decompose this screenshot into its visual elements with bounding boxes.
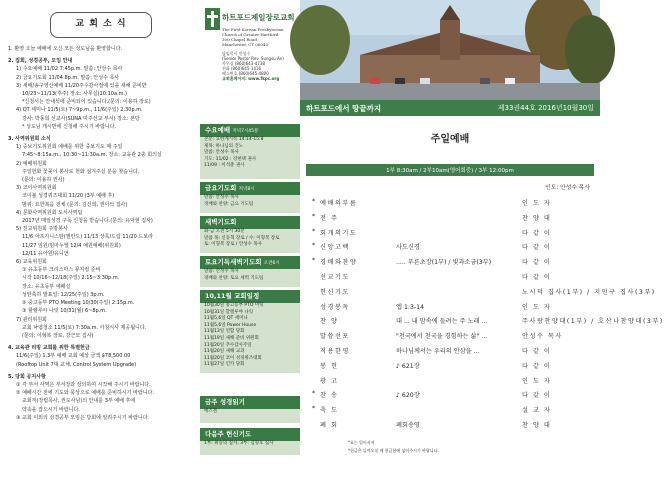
dawn-title: 새벽기도회 (205, 218, 237, 226)
news-line: 4. 교육관 리빙 교회를 위한 특별헌금 (8, 345, 90, 352)
news-line: 장소: 유초등부 예배실 (22, 283, 71, 290)
address-line2: Manchester, CT 06040 (222, 42, 269, 47)
news-line: 주일헌화 꽃꽂이 봉사로 헌화 섬겨주실 분을 찾습니다. (22, 168, 140, 175)
oct-line: 10월31일 할렐루야 나잇 (204, 309, 254, 315)
news-list (8, 46, 194, 422)
row-item: 찬 송 (320, 392, 339, 400)
dawn-line: 토: 이형복 장로 / 안성수 목사 (204, 242, 263, 248)
worship-row (300, 329, 600, 344)
oct-line: 11월13일 연합 당회 (204, 329, 245, 335)
row-item: 말씀선포 (320, 333, 350, 341)
news-line: (Rooftop Unit 7대 교체, Control System Upgrade) (16, 361, 137, 368)
schedule-header (200, 290, 300, 303)
oct-line: 10월30일 중고등부 PTO 미팅 (204, 303, 264, 308)
row-person: 안성수 목사 (522, 333, 563, 341)
row-item: 찬 양 (320, 318, 339, 326)
church-news-title: 교 회 소 식 (50, 12, 152, 38)
news-line: (문의: 이용하 권사) (22, 177, 65, 184)
verse-text: 에스겔 (204, 409, 218, 414)
row-item: 헌신기도 (320, 288, 350, 296)
news-line: 교회직(장립목사, 권도사님)의 안내를 3부 예배 후에 (22, 398, 136, 405)
worship-row (300, 211, 600, 226)
church-english-name (222, 27, 300, 47)
dawn-prayer-header (200, 216, 300, 229)
row-detail: 폐회송영 (396, 421, 420, 429)
church-en-line2: Church of Greater Hartford (222, 32, 279, 37)
dawn-prayer (200, 229, 300, 253)
news-line: 7:45~8:15a.m., 10:30~11:30a.m. 장소: 교육관 2층 회의실 (22, 152, 162, 159)
note-offering: *헌금은 들어오실 때 헌금함에 넣어주시기 바랍니다. (348, 448, 439, 453)
row-mark: * (312, 212, 316, 220)
news-line: 4) QT 세미나 11/5(토) 7~9p.m., 11/6(주일) 2:30p.m. (16, 107, 143, 114)
row-detail: ..... 푸른초장(1부) / 빛과소금(3부) (396, 259, 492, 267)
row-detail: ♪ 620장 (396, 392, 420, 400)
row-item: 선교기도 (320, 273, 350, 281)
row-detail: 대 ... 내 맘속에 들려는 주 노래 ... (396, 318, 488, 326)
row-mark: * (312, 405, 316, 413)
news-line: 3. 사역위원회 소식 (8, 136, 51, 143)
fri-title: 금요기도회 (205, 184, 237, 192)
news-line: * 성도님 개시반에 신청해 주시기 바랍니다. (22, 123, 117, 130)
worship-row (300, 226, 600, 241)
news-line: 2) 금요기도회 11/04 8p.m. 말씀: 안성수 목사 (16, 74, 120, 81)
issue-date: 제33권44호 2016년10월30일 (497, 104, 594, 112)
news-line: ② 중고등부 PTO Meeting 10/30(주일) 2:15p.m. (22, 300, 135, 307)
church-motto: 하트포드에서 땅끝까지 (306, 103, 382, 113)
church-contact (222, 51, 300, 81)
row-mark: * (312, 257, 316, 265)
row-detail: 사도신경 (396, 244, 420, 252)
website: 교회홈페이지: www.fkpc.org (222, 76, 280, 81)
row-mark: * (312, 198, 316, 205)
worship-row (300, 344, 600, 359)
row-item: 성경봉독 (320, 303, 350, 311)
wednesday-worship-header (200, 124, 300, 137)
row-detail: ♪ 621장 (396, 362, 420, 370)
row-item: 예배의부름 (320, 200, 358, 207)
row-mark: * (312, 390, 316, 398)
news-line: 약속을 잡으시기 바랍니다. (22, 406, 80, 413)
row-person: 다 같 이 (522, 362, 552, 370)
church-name: 하트포드제일장로교회 (222, 13, 295, 22)
wed-line: 제목: 하나님의 진노 (204, 143, 244, 149)
wed-line: 11/09 : 이석춘 권사 (204, 163, 245, 169)
prayer-header (200, 428, 300, 441)
prayer-text: 1부: 최승의 집사, 3부: 김형호 집사 (204, 441, 274, 446)
news-line: 11/6 아프가니스탄(필란드) 11/13 상록/드림 11/20 드보라 (22, 234, 153, 241)
news-line: 시작 10/16~12/18(주일) 2:15~3:30p.m. (22, 275, 120, 282)
wed-sub: 저녁7시45분 (232, 129, 259, 134)
news-line: 2) 예배위원회 (16, 160, 47, 167)
wed-line: 본문: 요한계시록 14:14-15:8 (204, 137, 264, 142)
wed-line: 기도: 11/02 : 강현택 권사 (204, 156, 257, 162)
sat-sub: 오전6시 (263, 261, 280, 266)
prayer (200, 441, 300, 455)
news-line: ① 유초등부 크리스마스 뮤지컬 준비 (22, 267, 101, 274)
news-line: 4) 문화사역위원회 도서사역팀 (16, 209, 83, 216)
row-person: 다 같 이 (522, 244, 552, 252)
saturday-prayer (200, 269, 300, 287)
row-mark: * (312, 227, 316, 235)
saturday-prayer-header (200, 256, 300, 269)
news-line: 12/11 유아원/유니언 (22, 250, 69, 257)
sat-title: 토요기독새벽기도회 (205, 258, 262, 266)
news-line: 6) 교육위원회 (16, 259, 47, 266)
oct-line: 11월27일 인카 당회 (204, 362, 245, 368)
row-item: 회개의기도 (320, 229, 358, 237)
wed-title: 수요예배 (205, 126, 231, 134)
fri-line: 경배와 찬양: 금요 기도팀 (204, 201, 254, 207)
row-detail: 엡 1:3-14 (396, 303, 425, 311)
news-line: 11/6(주일) 1,3부 예배 교회 예상 금액 $78,500.00 (16, 353, 131, 360)
row-person: 주사랑찬양대(1부) / 호산나찬양대(3부) (522, 318, 664, 326)
news-line: 2017년 매일성경 구독 신청을 받습니다.(문의: 유덕현 집사) (22, 218, 153, 225)
sat-line: 경배와 찬양: 토요 새벽 기도팀 (204, 275, 264, 281)
worship-row (300, 255, 600, 270)
church-banner (300, 100, 600, 116)
worship-order (300, 196, 664, 433)
news-line: (문의: 이형복 장로, 강근모 집사) (22, 332, 94, 339)
address-line1: 300 Chapel Road, (222, 37, 259, 42)
row-item: 적용한영 (320, 347, 350, 355)
sat-line: 말씀: 안성수 목사 (204, 269, 239, 274)
phone2: 전화 (860)645-1416 (222, 66, 262, 71)
worship-row (300, 285, 656, 300)
church-en-line1: The First Korean Presbyterian (222, 27, 284, 32)
pastor-en: (Senior Pastor Rev. Sungsu An) (222, 56, 284, 61)
news-line: 강사: 박동희 선교사(SUNA 미주선교 부서) 장소: 본당 (22, 115, 140, 122)
church-header (200, 0, 300, 120)
row-person: 찬 양 대 (522, 214, 552, 222)
row-person: 다 같 이 (522, 273, 552, 281)
news-line: *신청서는 안내석에 준비되어 있습니다.(문의: 이용하 장로) (22, 99, 151, 106)
dawn-line: 말씀 목: 신동혁 장로 / 수: 이형복 장로 (204, 235, 280, 241)
news-line: 1) 중보기도위원회 예배를 위한 중보기도 매 주일 (16, 144, 123, 151)
row-person: 다 같 이 (522, 229, 552, 237)
row-person: 다 같 이 (522, 347, 552, 355)
pastor-kr: 담임목사 안성수 (222, 51, 251, 56)
news-line: 5. 당회 공지사항 (8, 373, 46, 380)
oct-line: 11월20일 코이 성경퀴즈대회 (204, 355, 262, 361)
row-person: 노시덕 집사(1부) / 지민구 집사(3부) (522, 288, 656, 296)
news-line: 코이불 성경퀴즈대회 11/20 (3부 예배 후) (22, 193, 115, 200)
row-person: 인 도 자 (522, 377, 552, 385)
worship-row (300, 300, 600, 315)
row-item: 봉 헌 (320, 362, 339, 370)
fri-sub: 저녁8시 (238, 187, 255, 192)
news-line: 3) 새해/송구영신예배 11/20주수감사절에 있을 새해 준비반 (16, 82, 147, 89)
bible-reading-header (200, 396, 300, 409)
wednesday-worship (200, 137, 300, 179)
news-line: 11/27 임원/임마누엘 12/4 예원예배(위원회) (22, 242, 121, 249)
worship-row (300, 359, 600, 374)
worship-row (300, 418, 600, 433)
worship-times: 1부 8:30am / 2부10am(영어회중) / 3부 12:00pm (306, 164, 594, 176)
row-detail: "천국에서 천국을 경험하는 삶" ... (396, 333, 488, 341)
news-line: 5) 친교위원회 주방봉사 (16, 226, 68, 233)
worship-row (300, 270, 600, 285)
row-item: 광 고 (320, 377, 339, 385)
fax: 팩스번호 (860)645-4800 (222, 71, 269, 76)
news-line: 2. 집회, 성경공부, 모임 안내 (8, 58, 73, 65)
worship-title: 주일예배 (430, 134, 470, 145)
friday-prayer (200, 195, 300, 213)
office-phone: 사무실 (860)643-4738 (222, 61, 265, 66)
oct-line: 11월20일 새해 교과 (204, 349, 245, 355)
row-item: 폐 회 (320, 421, 339, 429)
news-line: 성탄축하 발표일: 12/25(주일) 3p.m. (22, 291, 105, 298)
row-item: 전 주 (320, 214, 339, 222)
worship-row (300, 388, 600, 403)
worship-row (300, 403, 600, 418)
news-line: 범위: 요한복음 전체 (문의: 김신희, 권이석 집사) (22, 201, 128, 208)
sunday-worship (300, 116, 664, 480)
church-logo-icon (205, 8, 220, 30)
worship-leader: 인도: 안성수 목사 (545, 185, 590, 191)
news-line: 10/23~11/13(후주) 장소: 사무실(10:10a.m.) (22, 91, 128, 98)
row-detail: 하나님께서는 우리의 안삼을 ... (396, 347, 480, 355)
news-line: 1. 환영 오늘 예배에 오신 모든 성도님을 환영합니다. (8, 46, 123, 52)
prayer-title: 다음주 헌신기도 (205, 430, 252, 438)
news-line: ② 예배시간 전에 기도와 묵상으로 예배를 준비하시기 바랍니다. (16, 390, 154, 397)
church-photo (300, 0, 600, 100)
worship-row (300, 374, 600, 389)
friday-prayer-header (200, 182, 300, 195)
row-person: 인 도 자 (522, 303, 552, 311)
oct-line: 11월5,6일 QT 세미나 (204, 316, 248, 322)
row-person: 다 같 이 (522, 392, 552, 400)
row-person: 설 교 자 (522, 407, 552, 415)
news-line: ① 각 부서 사역은 부서장과 상의하여 시작해 주시기 바랍니다. (16, 381, 151, 388)
news-line: 7) 관리위원회 (16, 316, 47, 323)
note-stand: *표는 일어서서 (348, 440, 375, 445)
row-item: 축 도 (320, 407, 339, 415)
worship-row (300, 314, 664, 329)
fri-line: 말씀: 안성수 목사 (204, 195, 239, 200)
worship-row (300, 196, 600, 211)
row-item: 경배와찬양 (320, 259, 358, 267)
schedule-title: 10,11월 교회일정 (205, 292, 260, 300)
row-mark: * (312, 242, 316, 250)
verse-title: 금주 성경읽기 (205, 398, 245, 406)
row-person: 다 같 이 (522, 259, 552, 267)
news-line: 교회 낙엽청소 11/5(토) 7:30a.m. 아침식사 제공됩니다. (22, 324, 147, 331)
church-news (0, 0, 200, 480)
schedule (200, 303, 300, 373)
row-person: 찬 양 대 (522, 421, 552, 429)
news-line: 3) 코이사역위원회 (16, 185, 57, 192)
news-line: 1) 수요예배 11/02 7:45p.m. 말씀: 안성수 목사 (16, 66, 123, 73)
oct-line: 11월20일 추수감사주일 (204, 342, 252, 348)
bible-reading (200, 409, 300, 423)
news-line: ③ 할렐루야 나잇 10/31(월) 6~8p.m. (22, 308, 107, 315)
oct-line: 11월19일 새해 준비 위원회 (204, 335, 259, 341)
wed-line: 말씀: 안성수 목사 (204, 150, 239, 156)
row-person: 인 도 자 (522, 200, 552, 207)
worship-row (300, 240, 600, 255)
dawn-line: 화-금 오전 5시 30분 (204, 229, 245, 234)
oct-line: 11월5,6일 Power House (204, 322, 257, 328)
row-item: 신앙고백 (320, 244, 350, 252)
news-line: ③ 교회 이외의 성경공부 모임은 당회에 알려주시기 바랍니다. (16, 414, 150, 421)
